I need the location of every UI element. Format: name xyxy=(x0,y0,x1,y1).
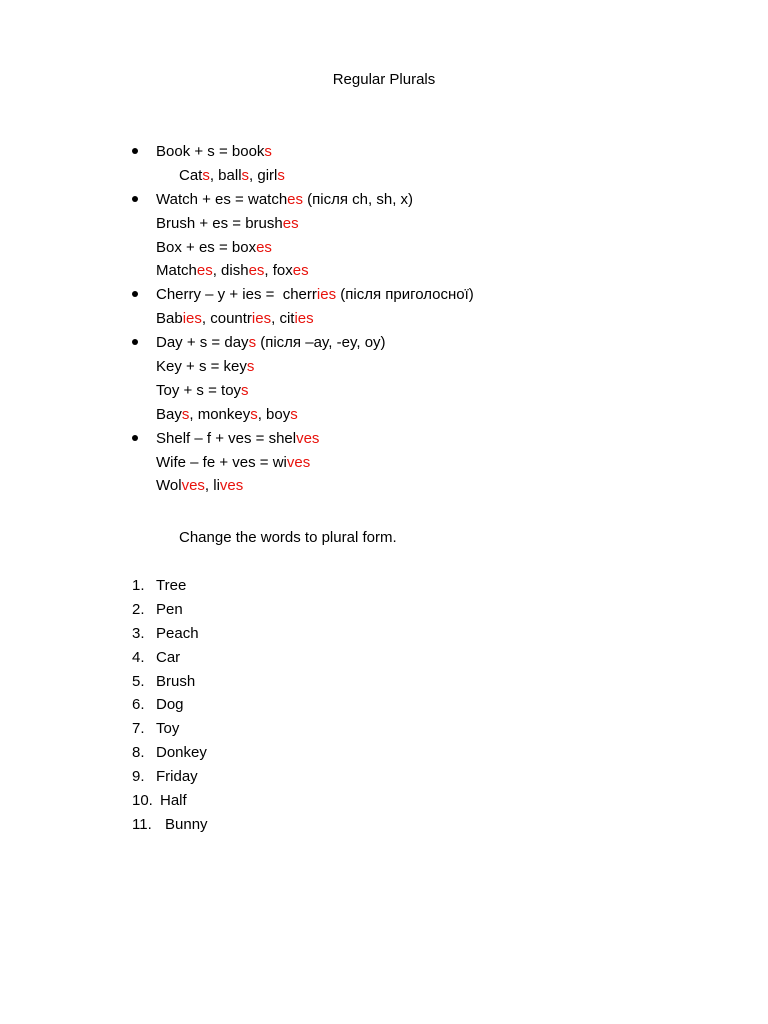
rule-fragment: , monkey xyxy=(189,405,251,423)
plural-ending: ves xyxy=(181,477,205,495)
rule-fragment: Day + s = day xyxy=(156,334,249,352)
exercise-word: Toy xyxy=(156,720,180,738)
plural-ending: ves xyxy=(286,453,311,471)
bullet-icon xyxy=(132,435,138,441)
plural-ending: es xyxy=(248,262,265,280)
rule-text xyxy=(156,238,272,258)
rule-fragment: Brush + es = brush xyxy=(156,214,283,232)
rule-line xyxy=(132,381,732,405)
exercise-number: 7. xyxy=(132,720,145,738)
rule-fragment: , girl xyxy=(249,166,278,184)
plural-ending: s xyxy=(241,166,250,184)
rule-text xyxy=(156,333,386,353)
rule-fragment: (після приголосної) xyxy=(336,286,474,304)
rule-line xyxy=(132,190,732,214)
plural-ending: s xyxy=(246,358,255,376)
exercise-word: Tree xyxy=(156,577,187,594)
rule-text xyxy=(156,381,249,401)
exercise-word: Dog xyxy=(156,696,184,714)
rule-fragment: , cit xyxy=(271,310,295,328)
plural-ending: s xyxy=(181,405,190,423)
plural-ending: es xyxy=(196,262,213,280)
rule-line xyxy=(132,453,732,477)
rule-fragment: Book + s = book xyxy=(156,143,265,160)
exercise-number: 2. xyxy=(132,600,145,618)
exercise-number: 11. xyxy=(132,815,152,833)
bullet-icon xyxy=(132,148,138,154)
plural-ending: es xyxy=(256,238,272,256)
rule-text xyxy=(156,214,299,234)
rule-fragment: , boy xyxy=(257,405,291,423)
rule-fragment: , ball xyxy=(209,166,242,184)
rule-line xyxy=(132,214,732,238)
rule-fragment: Match xyxy=(156,262,197,280)
rule-text xyxy=(179,166,285,186)
rule-line xyxy=(132,429,732,453)
exercise-word: Peach xyxy=(156,624,199,642)
exercise-word: Car xyxy=(156,648,181,666)
rule-fragment: Bab xyxy=(156,310,183,328)
plural-ending: ies xyxy=(294,310,314,328)
rule-line xyxy=(132,476,732,500)
rule-fragment: Key + s = key xyxy=(156,358,247,376)
rule-fragment: , dish xyxy=(212,262,249,280)
plural-ending: s xyxy=(250,405,258,423)
rule-fragment: Box + es = box xyxy=(156,238,257,256)
rule-line xyxy=(132,166,732,190)
rule-text xyxy=(156,261,309,281)
rule-text xyxy=(156,309,314,329)
rule-fragment: Shelf – f + ves = shel xyxy=(156,429,297,447)
exercise-number: 8. xyxy=(132,744,145,762)
exercise-word: Bunny xyxy=(165,815,208,833)
exercise-number: 6. xyxy=(132,696,145,714)
bullet-icon xyxy=(132,291,138,297)
exercise-word: Pen xyxy=(156,600,183,618)
exercise-number: 4. xyxy=(132,648,145,666)
plural-ending: s xyxy=(264,143,272,160)
bullet-icon xyxy=(132,339,138,345)
plural-ending: ves xyxy=(219,477,244,495)
rule-fragment: Cat xyxy=(179,166,203,184)
rule-line xyxy=(132,333,732,357)
rule-fragment: Cherry – y + ies = cherr xyxy=(156,286,317,304)
rule-text xyxy=(156,285,474,305)
rule-text xyxy=(156,453,310,473)
rule-fragment: Wol xyxy=(156,477,182,495)
exercise-number: 10. xyxy=(132,792,153,810)
rule-line xyxy=(132,238,732,262)
exercise-word: Half xyxy=(160,792,187,810)
task-instruction: Change the words to plural form. xyxy=(179,529,397,546)
plural-ending: s xyxy=(241,381,249,399)
page-title: Regular Plurals xyxy=(332,71,436,88)
rule-text xyxy=(156,405,298,425)
plural-ending: s xyxy=(290,405,298,423)
rule-text xyxy=(156,429,319,449)
plural-ending: s xyxy=(248,334,257,352)
rule-text xyxy=(156,190,413,210)
plural-ending: es xyxy=(282,214,299,232)
exercise-word: Donkey xyxy=(156,744,207,762)
exercise-number: 9. xyxy=(132,768,145,786)
rule-line xyxy=(132,142,732,166)
rule-fragment: (після ch, sh, x) xyxy=(303,190,414,208)
rule-line xyxy=(132,357,732,381)
exercise-number: 1. xyxy=(132,577,145,594)
exercise-number: 5. xyxy=(132,672,145,690)
rule-fragment: , countr xyxy=(201,310,252,328)
rule-fragment: Wife – fe + ves = wi xyxy=(156,453,287,471)
plural-ending: s xyxy=(277,166,285,184)
rule-line xyxy=(132,261,732,285)
plural-ending: ies xyxy=(251,310,272,328)
exercise-number: 3. xyxy=(132,624,145,642)
exercise-word: Friday xyxy=(156,768,198,786)
plural-ending: s xyxy=(202,166,210,184)
plural-ending: ies xyxy=(316,286,337,304)
rule-text xyxy=(156,476,243,496)
rule-fragment: Toy + s = toy xyxy=(156,381,242,399)
exercise-word: Brush xyxy=(156,672,196,690)
rule-text xyxy=(156,357,254,377)
rule-fragment: Bay xyxy=(156,405,182,423)
rule-fragment: Watch + es = watch xyxy=(156,190,288,208)
bullet-icon xyxy=(132,196,138,202)
plural-ending: ies xyxy=(182,310,202,328)
rule-line xyxy=(132,405,732,429)
rule-fragment: , fox xyxy=(264,262,293,280)
plural-ending: es xyxy=(292,262,309,280)
rule-line xyxy=(132,285,732,309)
plural-ending: es xyxy=(287,190,304,208)
plural-ending: ves xyxy=(296,429,320,447)
rule-text xyxy=(156,142,272,162)
rule-fragment: , li xyxy=(204,477,220,495)
rule-line xyxy=(132,309,732,333)
rules-list xyxy=(132,142,732,500)
rule-fragment: (після –ay, -ey, oy) xyxy=(256,334,386,352)
